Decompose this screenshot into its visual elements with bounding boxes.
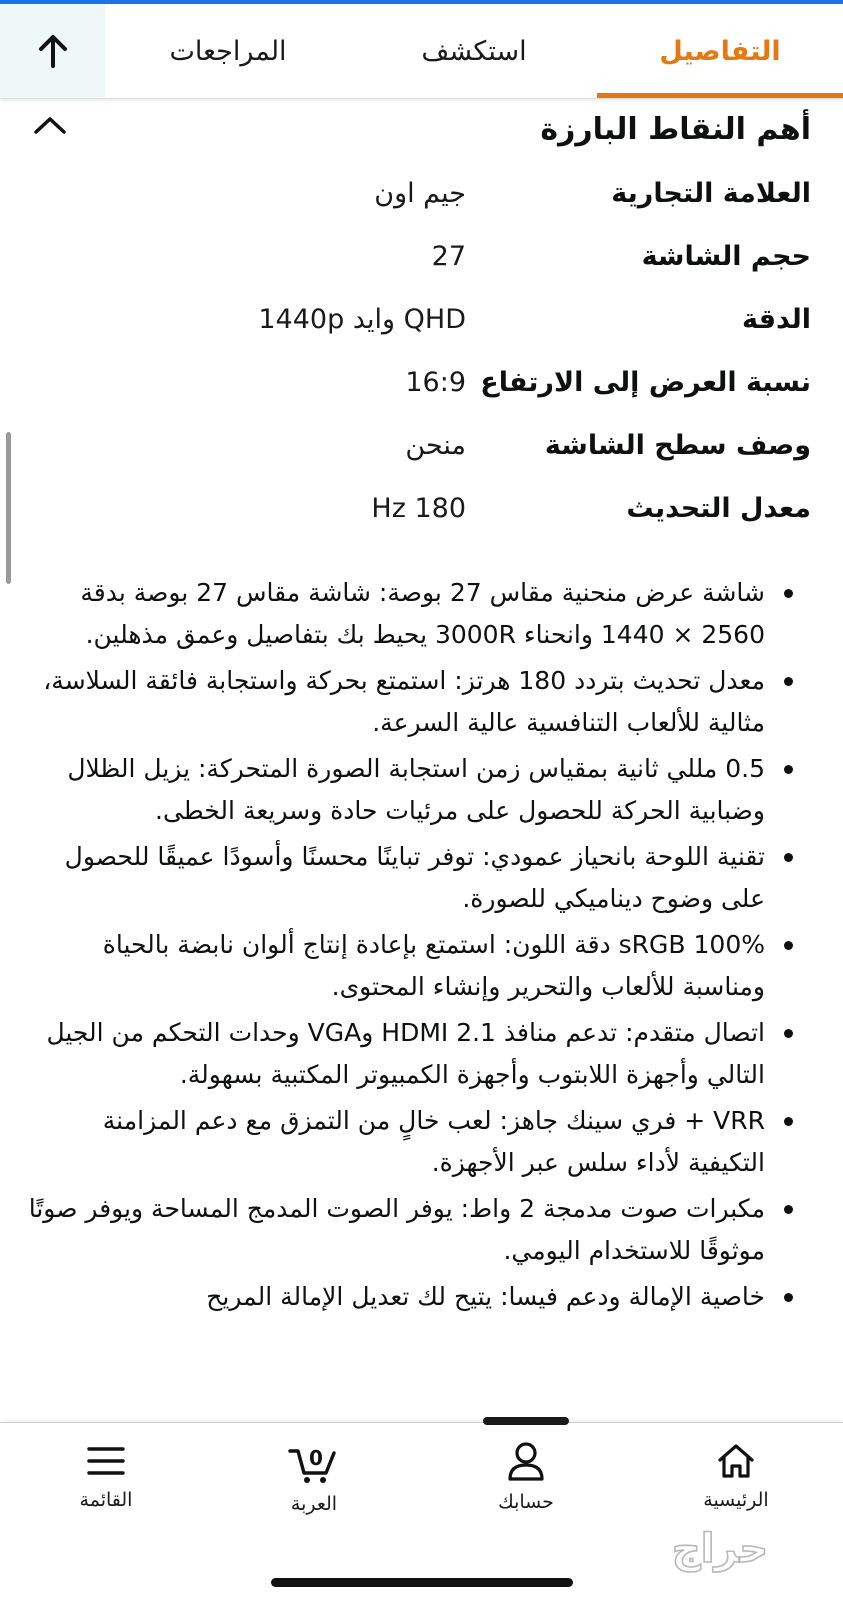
spec-value: منحن [405,430,466,461]
cart-icon [286,1441,342,1485]
nav-account[interactable] [466,1441,586,1513]
nav-account-label: حسابك [498,1491,554,1513]
spec-value: 16:9 [405,367,466,398]
bullet-item: 0.5 مللي ثانية بمقياس زمن استجابة الصورة المتحركة: يزيل الظلال وضبابية الحركة للحصول على مرئيات حادة وسريعة الخطى. [18,748,793,832]
nav-menu[interactable] [46,1441,166,1511]
bullet-item: مكبرات صوت مدمجة 2 واط: يوفر الصوت المدمج المساحة ويوفر صوتًا موثوقًا للاستخدام اليومي. [18,1188,793,1272]
bullet-item: VRR + فري سينك جاهز: لعب خالٍ من التمزق مع دعم المزامنة التكيفية لأداء سلس عبر الأجهزة. [18,1100,793,1184]
spec-row-refresh-rate [31,493,811,556]
nav-cart[interactable] [254,1441,374,1515]
spec-value: 27 [431,241,466,272]
chevron-up-icon[interactable] [32,110,68,140]
scrollbar[interactable] [6,432,11,584]
spec-label: حجم الشاشة [641,241,811,272]
highlights-section-header[interactable] [0,104,843,154]
nav-cart-label: العربة [290,1493,338,1515]
tab-reviews[interactable]: المراجعات [169,35,287,67]
spec-row-aspect-ratio [31,367,811,430]
home-indicator [271,1578,573,1587]
specs-table [31,178,811,556]
spec-row-brand [31,178,811,241]
spec-label: معدل التحديث [626,493,811,524]
cart-count: 0 [309,1446,323,1470]
spec-label: الدقة [741,304,811,335]
tab-bar [0,4,843,99]
bullet-item: شاشة عرض منحنية مقاس 27 بوصة: شاشة مقاس 27 بوصة بدقة 2560 × 1440 وانحناء 3000R يحيط بك بتفاصيل وعمق مذهلين. [18,572,793,656]
spec-row-screen-size [31,241,811,304]
spec-label: العلامة التجارية [611,178,811,209]
spec-value: جيم اون [374,178,466,209]
bullet-item: تقنية اللوحة بانحياز عمودي: توفر تباينًا محسنًا وأسودًا عميقًا للحصول على وضوح ديناميكي للصورة. [18,836,793,920]
scroll-to-top-button[interactable] [0,4,105,98]
spec-row-surface [31,430,811,493]
haraj-watermark [615,1518,825,1578]
nav-handle [483,1417,569,1425]
spec-row-resolution [31,304,811,367]
feature-bullets [18,572,793,1322]
bullet-item: 100% sRGB دقة اللون: استمتع بإعادة إنتاج ألوان نابضة بالحياة ومناسبة للألعاب والتحرير وإنشاء المحتوى. [18,924,793,1008]
arrow-up-icon [36,33,70,69]
bullet-item: خاصية الإمالة ودعم فيسا: يتيح لك تعديل الإمالة المريح [18,1276,793,1318]
bullet-item: معدل تحديث بتردد 180 هرتز: استمتع بحركة واستجابة فائقة السلاسة، مثالية للألعاب التنافسية عالية السرعة. [18,660,793,744]
watermark-text: حراج [671,1526,769,1572]
spec-value: Hz 180 [371,493,466,524]
nav-menu-label: القائمة [79,1489,133,1511]
section-title: أهم النقاط البارزة [540,112,811,147]
spec-label: نسبة العرض إلى الارتفاع [480,367,811,398]
spec-label: وصف سطح الشاشة [544,430,811,461]
tab-details[interactable]: التفاصيل [597,4,843,98]
spec-value: QHD وايد 1440p [258,304,466,335]
tab-explore[interactable]: استكشف [421,35,527,67]
menu-icon [86,1441,126,1481]
home-icon [715,1441,757,1481]
nav-home-label: الرئيسية [703,1489,769,1511]
bullet-item: اتصال متقدم: تدعم منافذ HDMI 2.1 وVGA وحدات التحكم من الجيل التالي وأجهزة اللابتوب وأجهزة الكمبيوتر المكتبية بسهولة. [18,1012,793,1096]
user-icon [505,1441,547,1483]
nav-home[interactable] [676,1441,796,1511]
